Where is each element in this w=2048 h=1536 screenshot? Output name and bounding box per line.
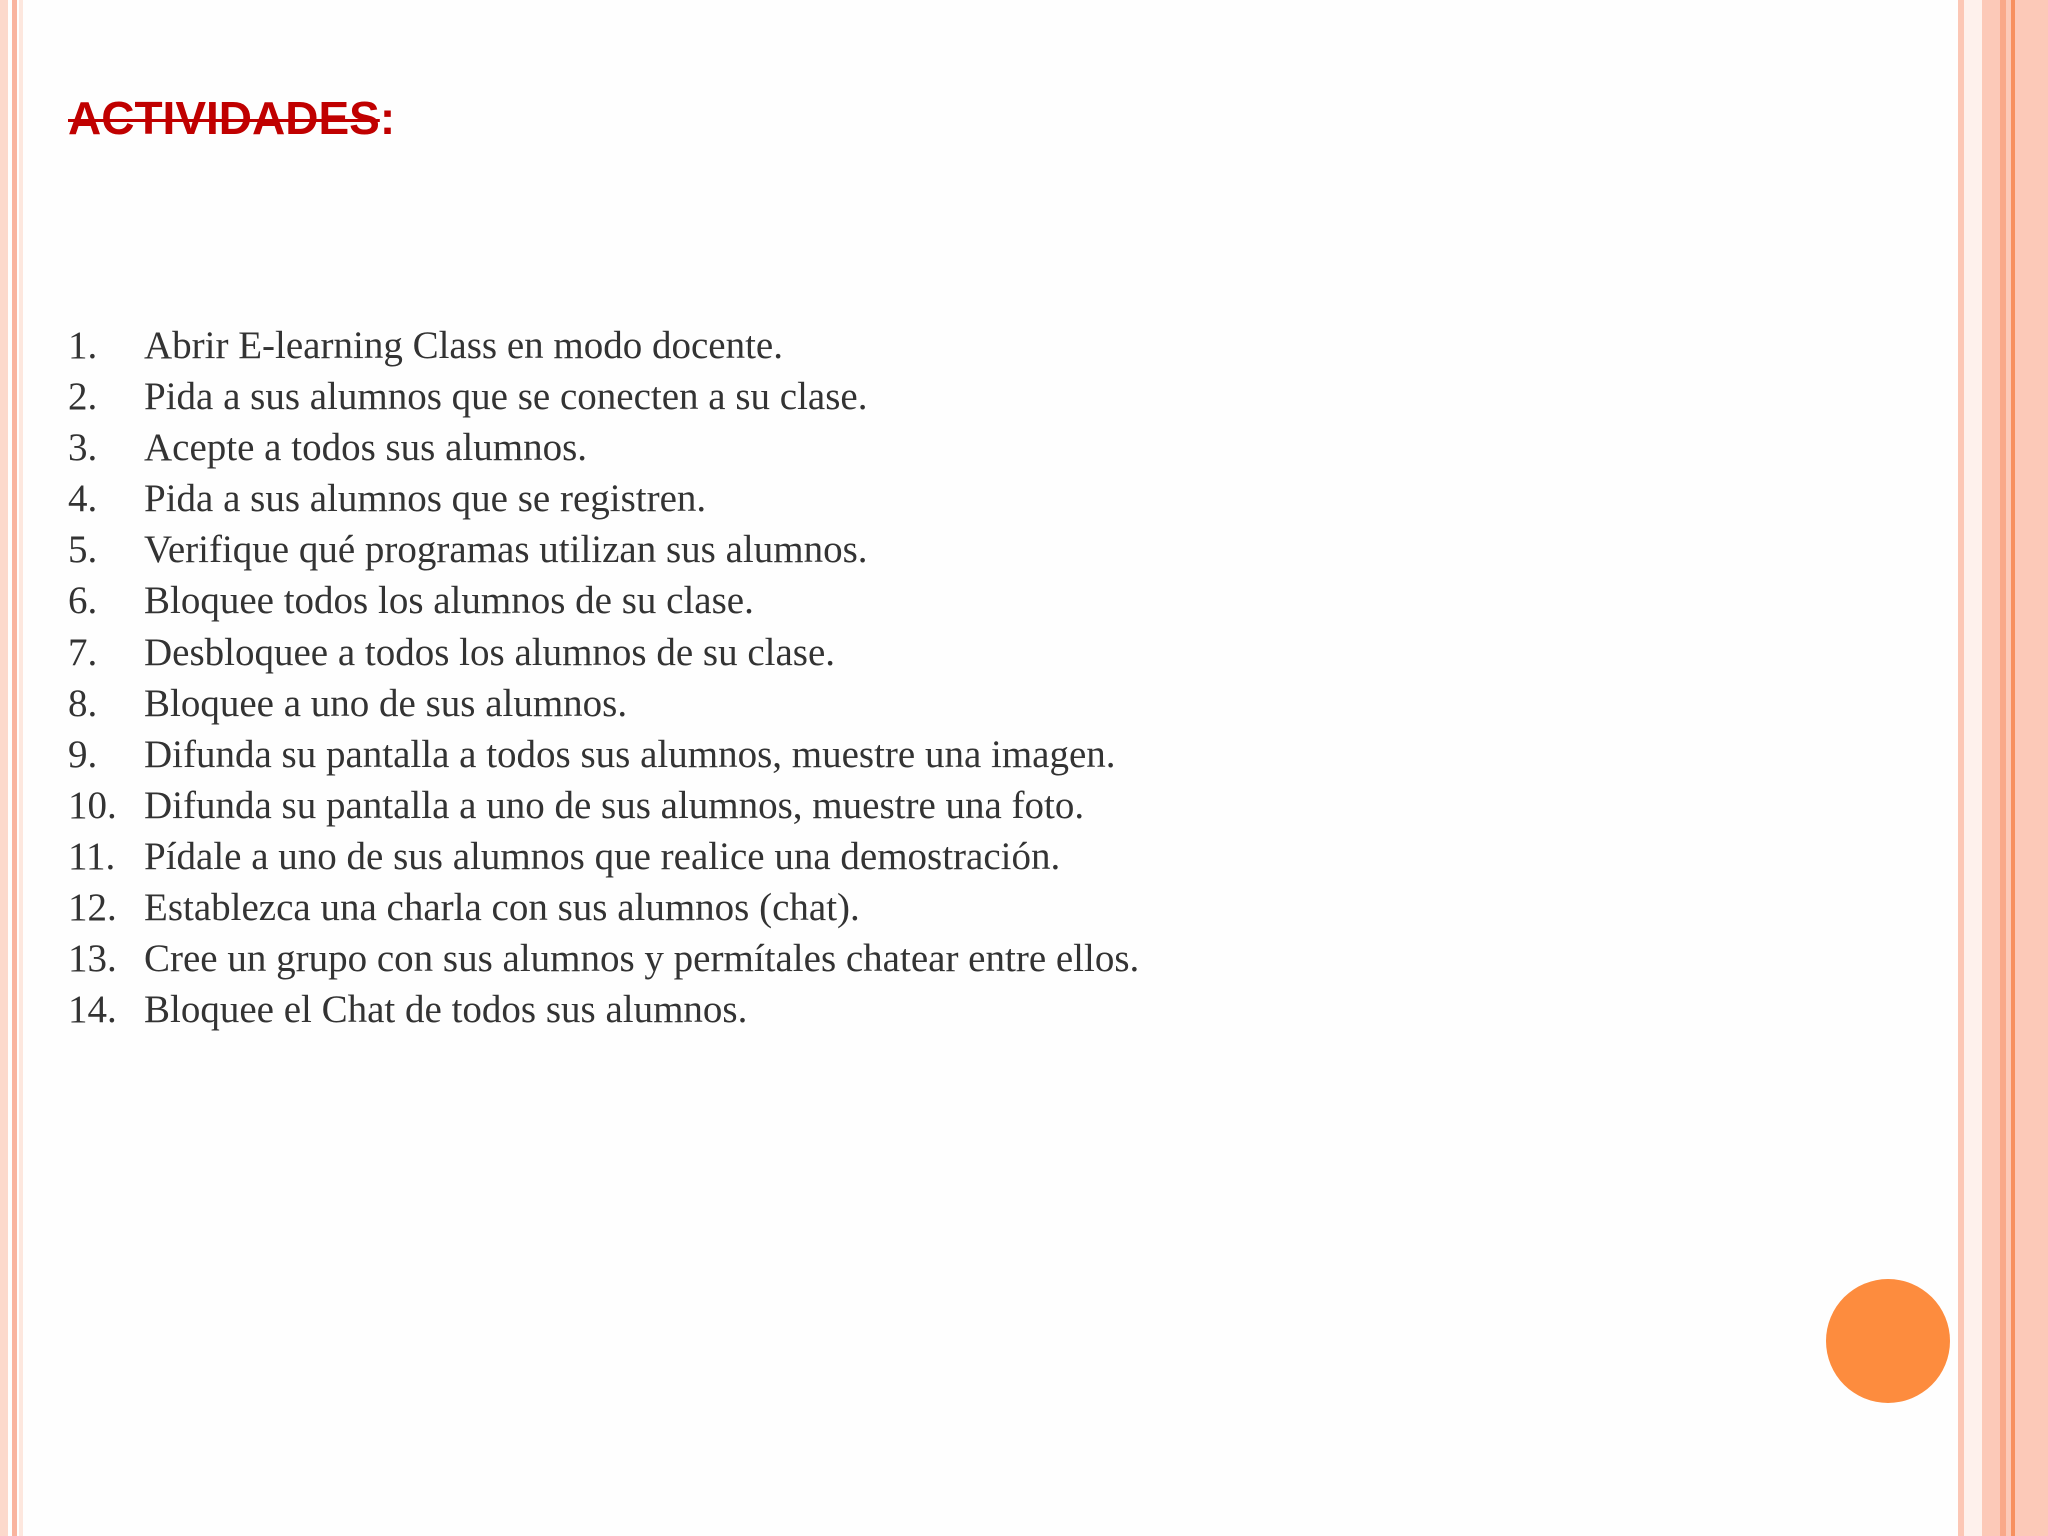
item-text: Pida a sus alumnos que se conecten a su clase. [144,375,868,419]
right-border-stripe [2011,0,2015,1536]
list-item [68,371,1139,422]
item-number: 2. [68,375,98,419]
list-item [68,780,1139,831]
item-text: Pida a sus alumnos que se registren. [144,477,707,521]
item-text: Cree un grupo con sus alumnos y permítales chatear entre ellos. [144,937,1140,981]
slide-title-text: ACTIVIDADES [68,92,380,144]
right-border-stripe [2000,0,2006,1536]
slide-title [68,88,395,148]
decorative-circle [1826,1279,1950,1403]
list-item [68,422,1139,473]
list-item [68,473,1139,524]
item-number: 14. [68,988,117,1032]
list-item [68,984,1139,1035]
right-border-stripe [1964,0,1982,1536]
list-item [68,729,1139,780]
left-border-stripe [12,0,17,1536]
item-number: 12. [68,886,117,930]
item-text: Difunda su pantalla a uno de sus alumnos, muestre una foto. [144,783,1085,827]
list-item [68,831,1139,882]
list-item [68,524,1139,575]
list-item [68,678,1139,729]
list-item [68,933,1139,984]
item-number: 10. [68,783,117,827]
item-text: Verifique qué programas utilizan sus alumnos. [144,528,868,572]
list-item [68,627,1139,678]
list-item [68,882,1139,933]
activities-list [68,320,1139,1035]
item-text: Acepte a todos sus alumnos. [144,426,588,470]
left-border-stripe [0,0,8,1536]
item-number: 7. [68,630,98,674]
item-text: Pídale a uno de sus alumnos que realice una demostración. [144,834,1061,878]
item-text: Establezca una charla con sus alumnos (chat). [144,886,860,930]
right-border-band [1982,0,2048,1536]
item-number: 13. [68,937,117,981]
item-number: 11. [68,834,116,878]
list-item [68,320,1139,371]
item-number: 3. [68,426,98,470]
item-text: Bloquee el Chat de todos sus alumnos. [144,988,748,1032]
slide-title-colon: : [379,92,396,144]
item-text: Bloquee todos los alumnos de su clase. [144,579,754,623]
item-number: 9. [68,732,98,776]
item-text: Bloquee a uno de sus alumnos. [144,681,628,725]
item-number: 1. [68,324,98,367]
item-number: 4. [68,477,98,521]
item-text: Desbloquee a todos los alumnos de su clase. [144,630,836,674]
item-text: Abrir E-learning Class en modo docente. [144,324,783,367]
item-number: 5. [68,528,98,572]
item-text: Difunda su pantalla a todos sus alumnos, muestre una imagen. [144,732,1116,776]
list-item [68,575,1139,626]
item-number: 8. [68,681,98,725]
item-number: 6. [68,579,98,623]
left-border-stripe [19,0,23,1536]
